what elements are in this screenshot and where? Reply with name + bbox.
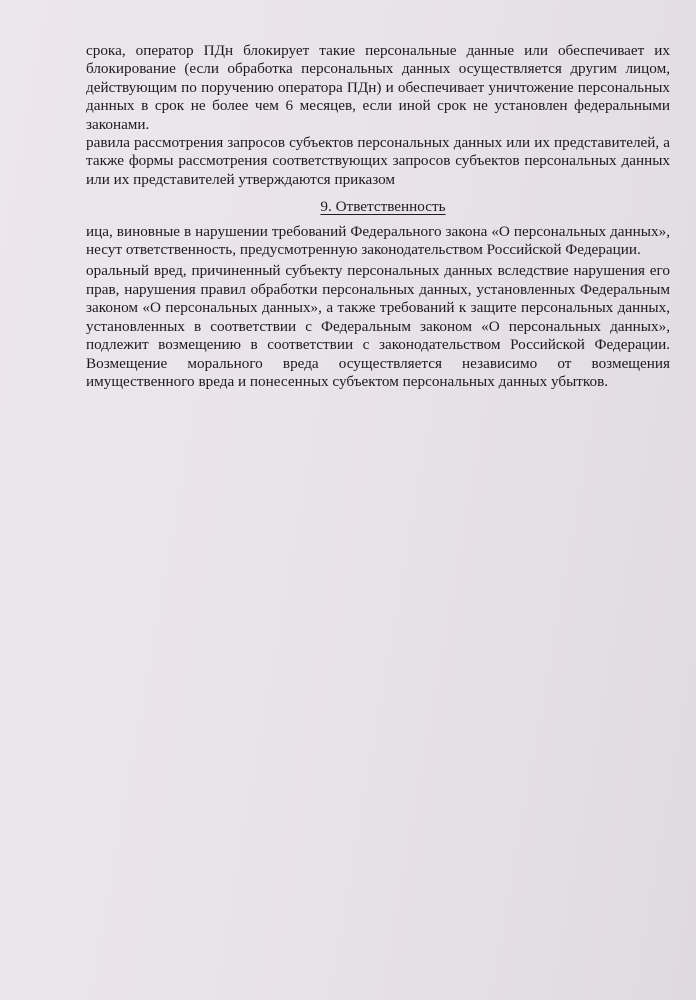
text-line: или их представителей утверждаются приказом — [86, 170, 396, 188]
paragraph-moral-damage — [86, 262, 670, 391]
paragraph-liability — [86, 223, 670, 260]
text-line: имущественного вреда и понесенных субъектом персональных данных убытков. — [86, 372, 609, 390]
paragraph-request-rules — [86, 134, 670, 189]
text-line: подлежит возмещению в соответствии с законодательством Российской Федерации. — [86, 336, 670, 354]
text-line: данных в срок не более чем 6 месяцев, если иной срок не установлен федеральными — [86, 97, 670, 115]
text-line: также формы рассмотрения соответствующих запросов субъектов персональных данных — [86, 152, 670, 170]
text-line: ица, виновные в нарушении требований Федерального закона «О персональных данных», — [86, 222, 670, 240]
text-line: действующим по поручению оператора ПДн) и обеспечивает уничтожение персональных — [86, 78, 670, 96]
section-heading-text: 9. Ответственность — [320, 198, 446, 216]
section-heading — [86, 198, 670, 216]
paragraph-blocking-term — [86, 42, 670, 134]
document-page — [86, 42, 670, 391]
text-line: установленных в соответствии с Федеральным законом «О персональных данных», — [86, 317, 670, 335]
text-line: законом «О персональных данных», а также требований к защите персональных данных, — [86, 299, 670, 317]
text-line: Возмещение морального вреда осуществляется независимо от возмещения — [86, 354, 670, 372]
text-line: прав, нарушения правил обработки персональных данных, установленных Федеральным — [86, 280, 670, 298]
text-line: равила рассмотрения запросов субъектов персональных данных или их представителей, а — [86, 134, 670, 152]
text-line: срока, оператор ПДн блокирует такие персональные данные или обеспечивает их — [86, 42, 670, 59]
text-line: несут ответственность, предусмотренную законодательством Российской Федерации. — [86, 241, 641, 259]
text-line: законами. — [86, 115, 150, 133]
text-line: оральный вред, причиненный субъекту персональных данных вследствие нарушения его — [86, 262, 670, 280]
text-line: блокирование (если обработка персональных данных осуществляется другим лицом, — [86, 60, 670, 78]
